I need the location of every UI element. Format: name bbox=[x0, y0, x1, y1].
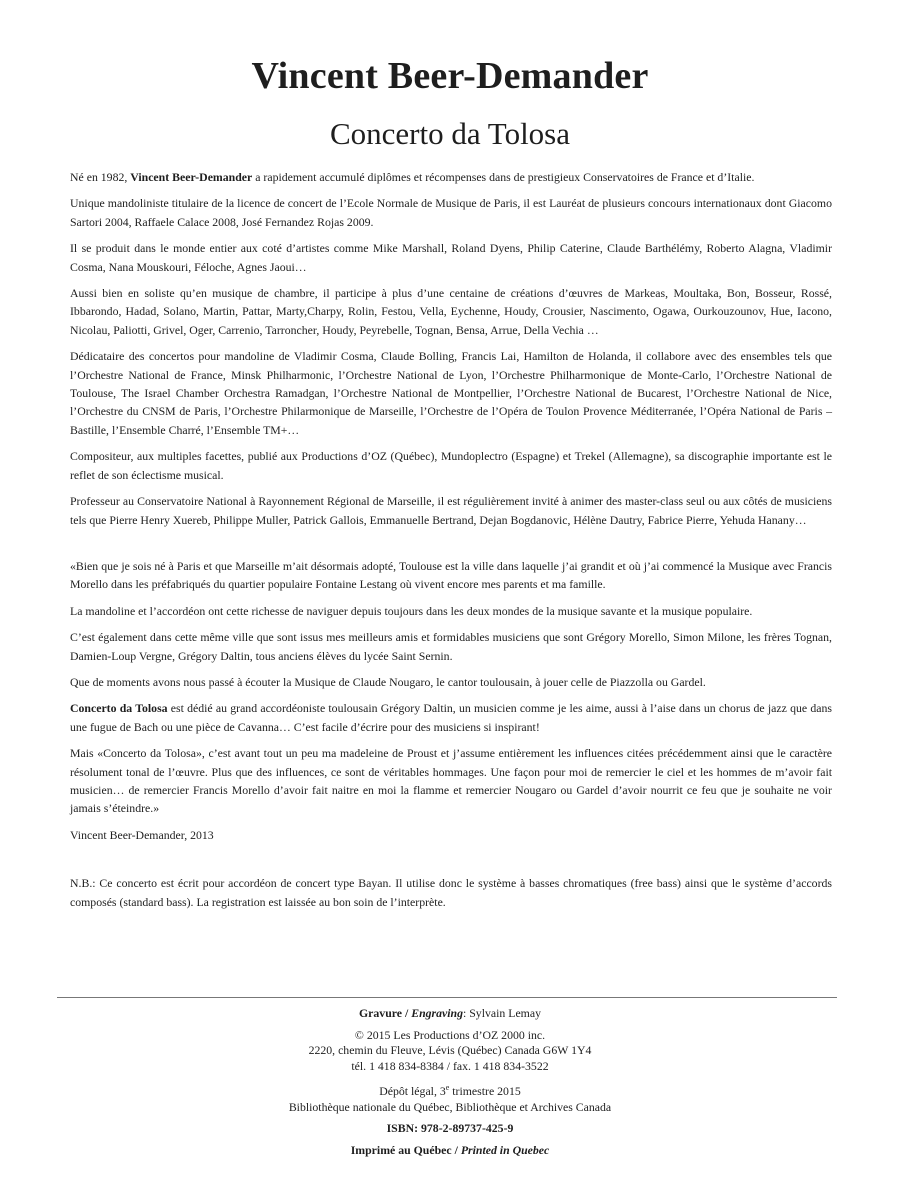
bio-p1-name: Vincent Beer-Demander bbox=[130, 170, 253, 184]
bio-paragraph-6: Compositeur, aux multiples facettes, publié aux Productions d’OZ (Québec), Mundoplectro (Espagne) et Trekel (Allemagne), sa discographie importante est le reflet de son éclectisme musical. bbox=[70, 449, 832, 482]
quote-paragraph-2: La mandoline et l’accordéon ont cette richesse de naviguer depuis toujours dans les deux mondes de la musique savante et la musique populaire. bbox=[70, 603, 753, 618]
horizontal-divider bbox=[57, 997, 837, 998]
publisher-phone: tél. 1 418 834-8384 / fax. 1 418 834-3522 bbox=[351, 1058, 549, 1073]
printed-separator: / bbox=[451, 1143, 461, 1158]
colophon bbox=[0, 1006, 900, 1159]
quote-p5-title: Concerto da Tolosa bbox=[70, 701, 168, 716]
engraver-name: : Sylvain Lemay bbox=[463, 1006, 541, 1020]
quote-p5-rest: est dédié au grand accordéoniste toulousain Grégory Daltin, un musicien comme je les aime, aussi à l’aise dans un chorus de jazz que dans une fugue de Bach ou une pièce de Cavanna… C’est facile d’écrire pour des musiciens si inspirant! bbox=[70, 701, 832, 734]
printed-label-fr: Imprimé au Québec bbox=[350, 1143, 452, 1158]
bio-paragraph-2: Unique mandoliniste titulaire de la licence de concert de l’Ecole Normale de Musique de Paris, il est Lauréat de plusieurs concours internationaux dont Giacomo Sartori 2004, Raffaele Calace 2008, José Fernandez Rojas 2009. bbox=[70, 196, 832, 229]
bio-p1-pre: Né en 1982, bbox=[70, 170, 131, 184]
section-spacer bbox=[70, 852, 832, 874]
engraving-label-en: Engraving bbox=[411, 1006, 464, 1020]
legal-deposit-post: trimestre 2015 bbox=[449, 1084, 521, 1099]
section-spacer bbox=[70, 537, 832, 557]
page-subtitle: Concerto da Tolosa bbox=[329, 116, 571, 151]
library-line: Bibliothèque nationale du Québec, Bibliothèque et Archives Canada bbox=[288, 1099, 612, 1114]
quote-paragraph-3: C’est également dans cette même ville que sont issus mes meilleurs amis et formidables musiciens que sont Grégory Morello, Simon Milone, les frères Tognan, Damien-Loup Vergne, Grégory Daltin, tous anciens élèves du lycée Saint Sernin. bbox=[70, 630, 832, 663]
engraving-credit bbox=[0, 1006, 900, 1022]
performance-note: N.B.: Ce concerto est écrit pour accordéon de concert type Bayan. Il utilise donc le système à basses chromatiques (free bass) ainsi que le système d’accords composés (standard bass). La registration est laissée au bon soin de l’interprète. bbox=[70, 876, 832, 909]
engraving-label-fr: Gravure bbox=[359, 1006, 403, 1020]
bio-paragraph-1 bbox=[70, 168, 832, 186]
quote-signature: Vincent Beer-Demander, 2013 bbox=[70, 827, 214, 842]
legal-deposit-pre: Dépôt légal, 3 bbox=[379, 1084, 446, 1099]
printed-label-en: Printed in Quebec bbox=[460, 1143, 550, 1158]
page-title: Vincent Beer-Demander bbox=[251, 55, 649, 97]
bio-paragraph-7: Professeur au Conservatoire National à Rayonnement Régional de Marseille, il est régulièrement invité à animer des master-class seul ou aux côtés de musiciens tels que Pierre Henry Xuereb, Philippe Muller, Patrick Gallois, Emmanuelle Bertrand, Dejan Bogdanovic, Hélène Dautry, Fabrice Pierre, Yehuda Hanany… bbox=[70, 494, 832, 527]
publisher-address: 2220, chemin du Fleuve, Lévis (Québec) Canada G6W 1Y4 bbox=[308, 1043, 592, 1058]
copyright-line: © 2015 Les Productions d’OZ 2000 inc. bbox=[354, 1027, 546, 1042]
bio-paragraph-5: Dédicataire des concertos pour mandoline de Vladimir Cosma, Claude Bolling, Francis Lai, Hamilton de Holanda, il collabore avec des ensembles tels que l’Orchestre National de France, Minsk Philharmonic, l’Orchestre National de Lyon, l’Orchestre Philharmonique de Monte-Carlo, l’Orchestre National de Toulouse, The Israel Chamber Orchestra Ramadgan, l’Orchestre National de Montpellier, l’Orchestre National de Bucarest, l’Orchestre National de Nice, l’Orchestre du CNSM de Paris, l’Orchestre Philarmonique de Marseille, l’Orchestre de l’Opéra de Toulon Provence Méditerranée, l’Opéra National de Paris – Bastille, l’Ensemble Charré, l’Ensemble TM+… bbox=[70, 349, 832, 437]
quote-paragraph-5 bbox=[70, 699, 832, 736]
legal-deposit-sup: e bbox=[445, 1083, 450, 1093]
bio-p1-post: a rapidement accumulé diplômes et récompenses dans de prestigieux Conservatoires de France et d’Italie. bbox=[252, 170, 755, 184]
document-body bbox=[70, 168, 832, 919]
isbn-line: ISBN: 978-2-89737-425-9 bbox=[386, 1121, 514, 1136]
legal-deposit bbox=[0, 1080, 900, 1100]
engraving-separator: / bbox=[402, 1006, 412, 1020]
quote-paragraph-4: Que de moments avons nous passé à écouter la Musique de Claude Nougaro, le cantor toulousain, à jouer celle de Piazzolla ou Gardel. bbox=[70, 674, 706, 689]
quote-paragraph-1: «Bien que je sois né à Paris et que Marseille m’ait désormais adopté, Toulouse est la ville dans laquelle j’ai grandit et où j’ai commencé la Musique avec Francis Morello dans les préfabriqués du quartier populaire Fontaine Lestang où vivent encore mes parents et ma famille. bbox=[70, 558, 832, 592]
printed-line bbox=[0, 1143, 900, 1159]
quote-paragraph-6: Mais «Concerto da Tolosa», c’est avant tout un peu ma madeleine de Proust et j’assume entièrement les influences citées précédemment ainsi que le caractère résolument tonal de l’œuvre. Plus que des influences, ce sont de véritables hommages. Une façon pour moi de remercier le ciel et les hommes de m’avoir fait musicien… de remercier Francis Morello d’avoir fait naitre en moi la flamme et remercier Nougaro ou Gardel d’avoir nourrit ce feu que je souhaite ne voir jamais s’éteindre.» bbox=[70, 746, 832, 816]
bio-paragraph-4: Aussi bien en soliste qu’en musique de chambre, il participe à plus d’une centaine de créations d’œuvres de Markeas, Moultaka, Bon, Bosseur, Rossé, Ibbarondo, Hadad, Solano, Martin, Pattar, Marty,Charpy, Rolin, Festou, Vella, Eychenne, Houdy, Crousier, Nascimento, Ogawa, Ourkouzounov, Hue, Iacono, Nicolau, Paliotti, Grivel, Oger, Carrenio, Tarroncher, Houdy, Peyrebelle, Tognan, Bensa, Arrue, Della Vechia … bbox=[70, 286, 832, 337]
bio-paragraph-3: Il se produit dans le monde entier aux coté d’artistes comme Mike Marshall, Roland Dyens, Philip Caterine, Claude Barthélémy, Roberto Alagna, Vladimir Cosma, Nana Mouskouri, Féloche, Agnes Jaoui… bbox=[70, 241, 832, 274]
